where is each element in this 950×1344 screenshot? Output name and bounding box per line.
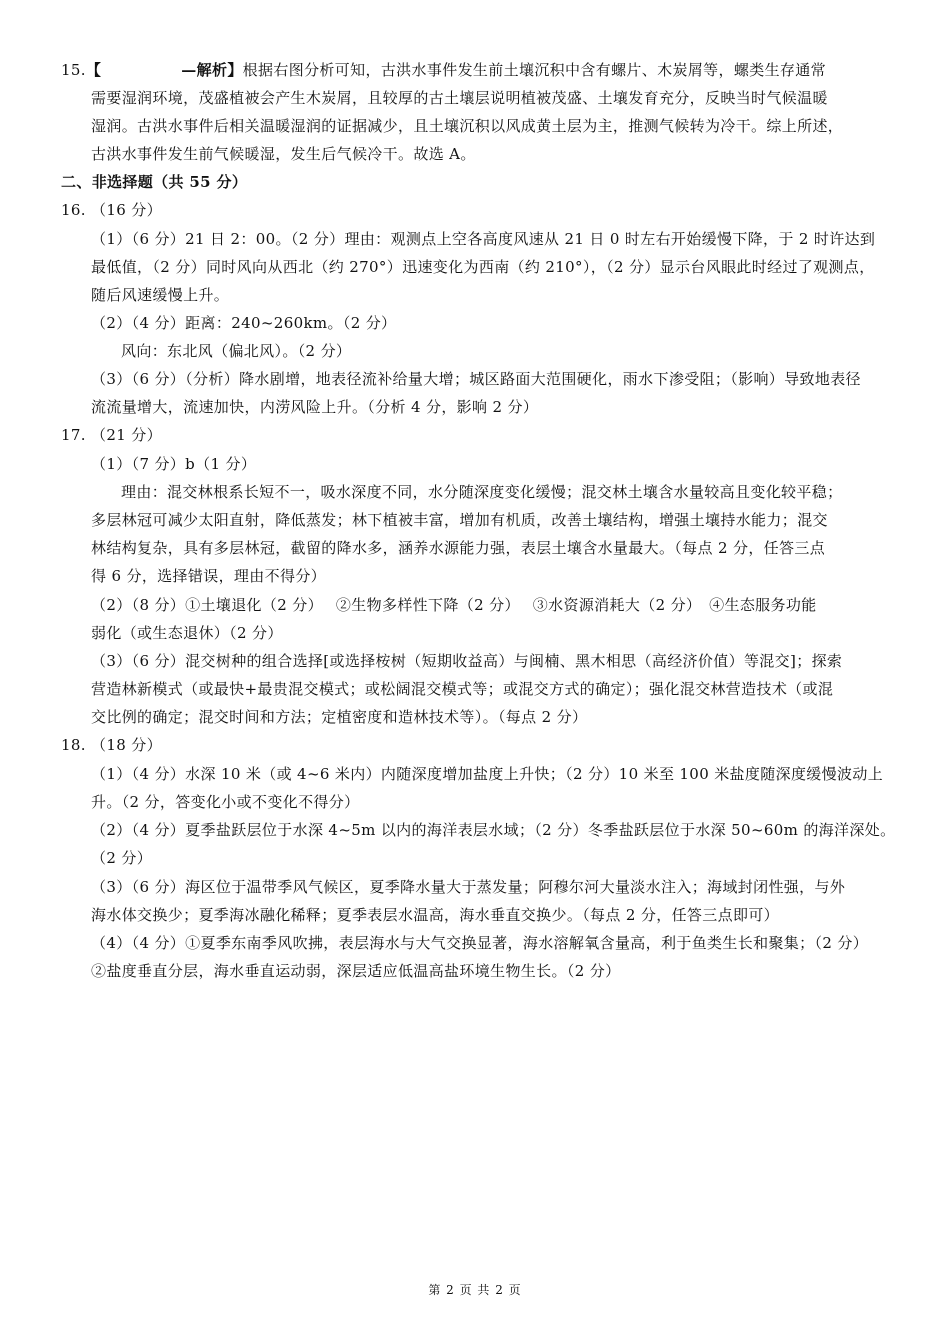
q16-part1-line2: 最低值，（2 分）同时风向从西北（约 270°）迅速变化为西南（约 210°），（2 分）显示台风眼此时经过了观测点， (91, 258, 875, 276)
q17-part3-line2: 营造林新模式（或最快+最贵混交模式；或松阔混交模式等；或混交方式的确定）；强化混交林营造技术（或混 (91, 680, 834, 698)
q15-text: 根据右图分析可知，古洪水事件发生前土壤沉积中含有螺片、木炭屑等，螺类生存通常 (242, 61, 826, 79)
q16-part2-line2: 风向：东北风（偏北风）。（2 分） (121, 342, 352, 360)
q18-part2-line2: （2 分） (91, 849, 153, 867)
q17-part1-line4: 林结构复杂，具有多层林冠，截留的降水多，涵养水源能力强，表层土壤含水量最大。（每点 2 分，任答三点 (91, 539, 826, 557)
q17-part1-line1: （1）（7 分）b（1 分） (91, 455, 257, 473)
q15-line-1 (61, 60, 826, 80)
q17-part3-line1: （3）（6 分）混交树种的组合选择[或选择桉树（短期收益高）与闽楠、黑木相思（高经济价值）等混交]；探索 (91, 652, 843, 670)
q16-part1-line3: 随后风速缓慢上升。 (91, 286, 230, 304)
q15-line-2: 需要湿润环境，茂盛植被会产生木炭屑，且较厚的古土壤层说明植被茂盛、土壤发育充分，反映当时气候温暖 (91, 89, 828, 107)
q18-part4-line2: ②盐度垂直分层，海水垂直运动弱，深层适应低温高盐环境生物生长。（2 分） (91, 962, 621, 980)
q18-part1-line1: （1）（4 分）水深 10 米（或 4~6 米内）内随深度增加盐度上升快；（2 分）10 米至 100 米盐度随深度缓慢波动上 (91, 765, 884, 783)
q15-number: 15. (61, 61, 86, 79)
q17-part2-line1: （2）（8 分）①土壤退化（2 分） ②生物多样性下降（2 分） ③水资源消耗大（2 分） ④生态服务功能 (91, 596, 817, 614)
q16-header: 16. （16 分） (61, 201, 162, 219)
q17-header: 17. （21 分） (61, 426, 162, 444)
q15-line-3: 湿润。古洪水事件后相关温暖湿润的证据减少，且土壤沉积以风成黄土层为主，推测气候转为冷干。综上所述， (91, 117, 844, 135)
section-title: 二、非选择题（共 55 分） (61, 173, 248, 191)
q17-part3-line3: 交比例的确定；混交时间和方法；定植密度和造林技术等）。（每点 2 分） (91, 708, 588, 726)
q18-part3-line2: 海水体交换少；夏季海冰融化稀释；夏季表层水温高，海水垂直交换少。（每点 2 分，任答三点即可） (91, 906, 780, 924)
q17-part1-line3: 多层林冠可减少太阳直射，降低蒸发；林下植被丰富，增加有机质，改善土壤结构，增强土壤持水能力；混交 (91, 511, 828, 529)
q15-line-4: 古洪水事件发生前气候暖湿，发生后气候冷干。故选 A。 (91, 145, 476, 163)
q18-part1-line2: 升。（2 分，答变化小或不变化不得分） (91, 793, 360, 811)
q15-bracket: 【 (85, 61, 102, 79)
q17-part1-line5: 得 6 分，选择错误，理由不得分） (91, 567, 327, 585)
q15-label: —解析】 (181, 61, 243, 79)
q18-part2-line1: （2）（4 分）夏季盐跃层位于水深 4~5m 以内的海洋表层水域；（2 分）冬季盐跃层位于水深 50~60m 的海洋深处。 (91, 821, 896, 839)
q16-part1-line1: （1）（6 分）21 日 2：00。（2 分）理由：观测点上空各高度风速从 21 日 0 时左右开始缓慢下降，于 2 时许达到 (91, 230, 876, 248)
q17-part2-line2: 弱化（或生态退休）（2 分） (91, 624, 283, 642)
q18-header: 18. （18 分） (61, 736, 162, 754)
q17-part1-line2: 理由：混交林根系长短不一，吸水深度不同，水分随深度变化缓慢；混交林土壤含水量较高且变化较平稳； (121, 483, 843, 501)
q18-part3-line1: （3）（6 分）海区位于温带季风气候区，夏季降水量大于蒸发量；阿穆尔河大量淡水注入；海域封闭性强，与外 (91, 878, 846, 896)
q18-part4-line1: （4）（4 分）①夏季东南季风吹拂，表层海水与大气交换显著，海水溶解氧含量高，利于鱼类生长和聚集；（2 分） (91, 934, 869, 952)
q16-part3-line2: 流流量增大，流速加快，内涝风险上升。（分析 4 分，影响 2 分） (91, 398, 539, 416)
q16-part3-line1: （3）（6 分）（分析）降水剧增，地表径流补给量大增；城区路面大范围硬化，雨水下渗受阻；（影响）导致地表径 (91, 370, 861, 388)
page-footer: 第 2 页 共 2 页 (428, 1283, 522, 1297)
q16-part2-line1: （2）（4 分）距离：240~260km。（2 分） (91, 314, 397, 332)
